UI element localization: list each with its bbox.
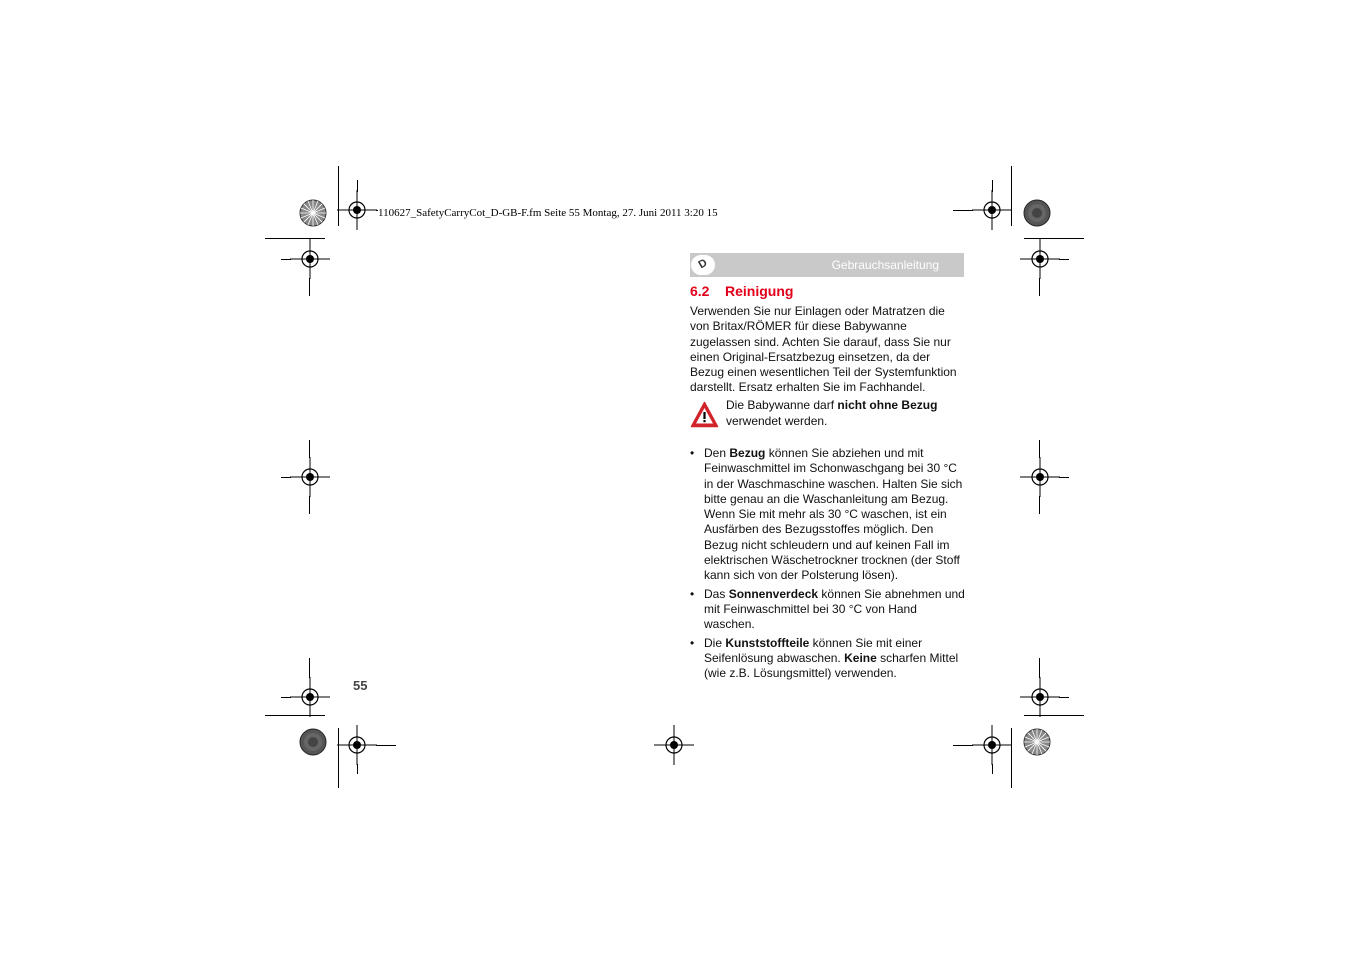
crop-mark [376, 745, 396, 746]
registration-mark-icon [1020, 677, 1060, 717]
registration-mark-icon [972, 725, 1012, 765]
color-target-icon [1023, 199, 1051, 227]
bullet-icon: • [690, 586, 695, 601]
warning-text [726, 398, 966, 429]
crop-mark [281, 477, 291, 478]
bullet-icon: • [690, 635, 695, 650]
language-badge-label: D [696, 256, 710, 272]
color-target-icon [1023, 728, 1051, 756]
registration-mark-icon [1020, 239, 1060, 279]
crop-mark [1059, 697, 1069, 698]
registration-mark-icon [337, 190, 377, 230]
list-item-text: können Sie abnehmen und mit Feinwaschmittel bei 30 °C von Hand waschen. [704, 586, 965, 632]
list-item-text: können Sie abziehen und mit Feinwaschmittel im Schonwaschgang bei 30 °C in der Waschmaschine waschen. Halten Sie sich bitte genau an die Waschanleitung am Bezug. Wenn Sie mit mehr als 30 °C waschen, ist ein Ausfärben des Bezugsstoffes möglich. Den Bezug nicht schleudern und auf keinen Fall im elektrischen Wäschetrockner trocknen (der Stoff kann sich von der Polsterung lösen). [704, 446, 963, 583]
list-item-text: Das [704, 586, 729, 601]
warning-text-pre: Die Babywanne darf [726, 398, 838, 412]
crop-mark [953, 210, 973, 211]
warning-text-post: verwendet werden. [726, 413, 828, 428]
list-item-bold: Keine [844, 650, 877, 665]
language-badge [690, 254, 716, 276]
section-header-bar [690, 253, 964, 277]
intro-paragraph: Verwenden Sie nur Einlagen oder Matratzen die von Britax/RÖMER für diese Babywanne zugelassen sind. Achten Sie darauf, dass Sie nur einen Original-Ersatzbezug einsetzen, da der Bezug einen wesentlichen Teil der Systemfunktion darstellt. Ersatz erhalten Sie im Fachhandel. [690, 304, 957, 395]
warning-triangle-icon [690, 401, 719, 428]
list-item [690, 446, 965, 584]
heading-title: Reinigung [725, 283, 794, 299]
registration-mark-icon [337, 725, 377, 765]
crop-mark [992, 180, 993, 192]
heading-number: 6.2 [690, 283, 710, 299]
list-item-bold: Kunststoffteile [725, 635, 810, 650]
crop-mark [357, 764, 358, 774]
list-item-text: scharfen Mittel (wie z.B. Lösungsmittel) verwenden. [704, 650, 959, 681]
crop-mark [1039, 440, 1040, 458]
list-item-text: Den [704, 446, 730, 460]
list-item [690, 587, 965, 633]
crop-mark [281, 259, 291, 260]
cleaning-instructions-list [690, 446, 965, 684]
crop-mark [309, 658, 310, 678]
registration-mark-icon [654, 725, 694, 765]
list-item [690, 636, 965, 682]
crop-mark [992, 764, 993, 774]
crop-mark [953, 745, 973, 746]
section-title: Gebrauchsanleitung [831, 258, 939, 272]
color-target-icon [299, 199, 327, 227]
crop-mark [1059, 477, 1069, 478]
warning-text-bold: nicht ohne Bezug [837, 398, 938, 412]
crop-mark [309, 278, 310, 296]
registration-mark-icon [290, 239, 330, 279]
list-item-bold: Sonnenverdeck [728, 586, 819, 601]
crop-mark [1039, 278, 1040, 296]
registration-mark-icon [1020, 457, 1060, 497]
crop-mark [357, 180, 358, 192]
registration-mark-icon [290, 677, 330, 717]
crop-mark [309, 440, 310, 458]
crop-mark [1059, 259, 1069, 260]
crop-mark [281, 697, 291, 698]
crop-mark [1039, 496, 1040, 514]
list-item-text: können Sie mit einer Seifenlösung abwaschen. [704, 635, 923, 665]
color-target-icon [299, 728, 327, 756]
page-number: 55 [353, 678, 368, 693]
section-heading [690, 283, 793, 299]
list-item-text: Die [704, 635, 726, 650]
crop-mark [1039, 658, 1040, 678]
registration-mark-icon [972, 190, 1012, 230]
bullet-icon: • [690, 446, 695, 460]
file-info: 110627_SafetyCarryCot_D-GB-F.fm Seite 55 Montag, 27. Juni 2011 3:20 15 [378, 207, 718, 219]
list-item-bold: Bezug [729, 446, 766, 460]
registration-mark-icon [290, 457, 330, 497]
crop-mark [309, 496, 310, 514]
